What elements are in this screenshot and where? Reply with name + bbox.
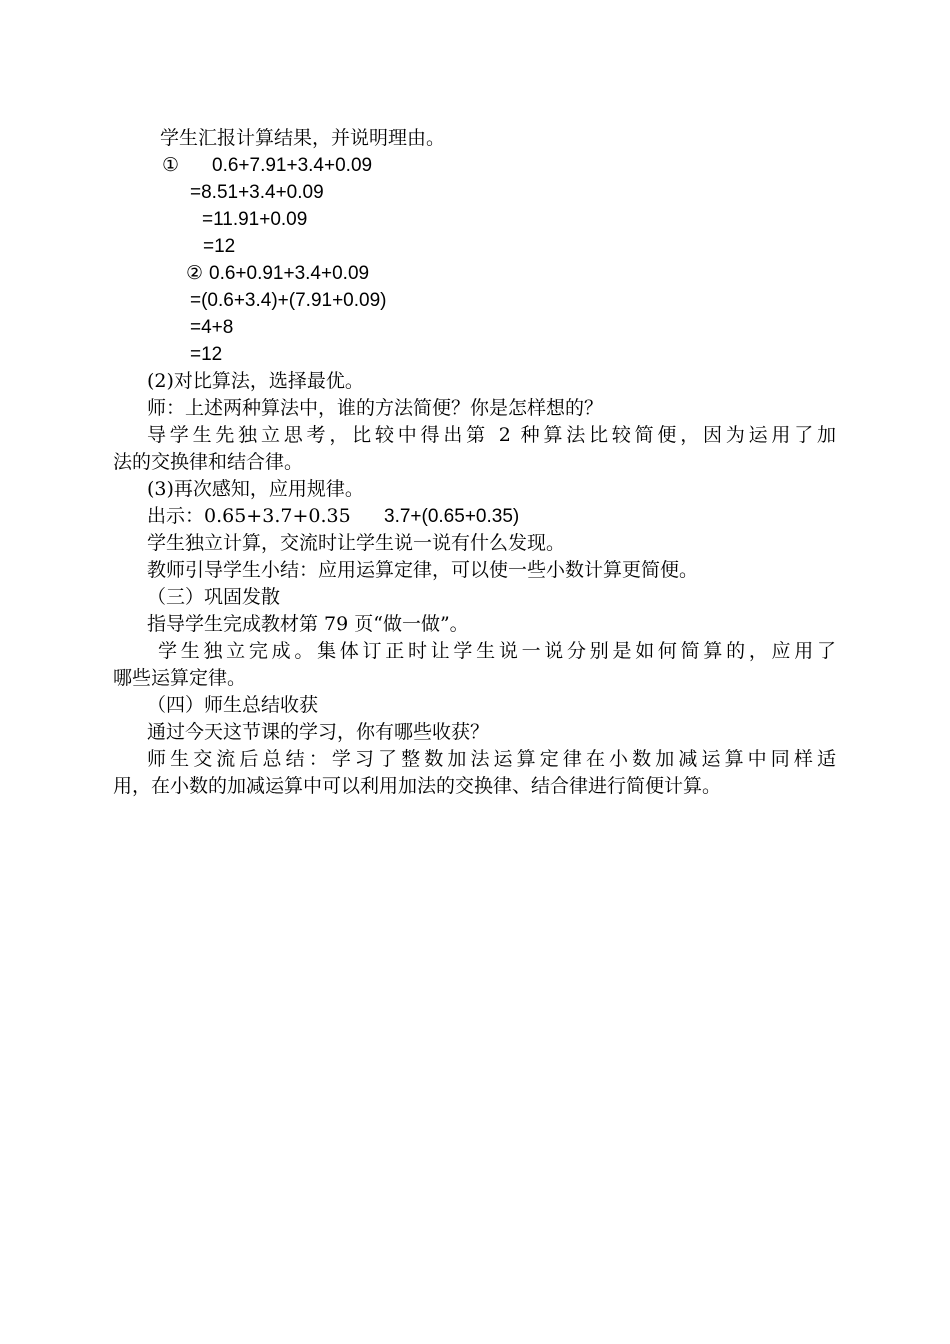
final-summary-line-1: 师生交流后总结：学习了整数加法运算定律在小数加减运算中同样适: [147, 748, 836, 770]
harvest-question: 通过今天这节课的学习，你有哪些收获？: [147, 721, 490, 743]
calc-1-expression: 0.6+7.91+3.4+0.09: [212, 155, 373, 176]
textbook-task-line: 指导学生完成教材第 79 页“做一做”。: [147, 613, 469, 635]
section-4-heading: （四）师生总结收获: [147, 694, 319, 716]
section-3-heading: （三）巩固发散: [147, 586, 281, 608]
calc-2-result: =12: [190, 344, 223, 365]
calc-2-step-1: =(0.6+3.4)+(7.91+0.09): [190, 290, 387, 311]
report-intro-line: 学生汇报计算结果，并说明理由。: [160, 127, 446, 149]
teacher-summary-line: 教师引导学生小结：应用运算定律，可以使一些小数计算更简便。: [147, 559, 699, 581]
teacher-question: 师：上述两种算法中，谁的方法简便？你是怎样想的？: [147, 397, 604, 419]
step-3-heading: (3)再次感知，应用规律。: [147, 478, 364, 500]
step-2-heading: (2)对比算法，选择最优。: [147, 370, 364, 392]
guide-paragraph-line-1: 导学生先独立思考，比较中得出第 2 种算法比较简便，因为运用了加: [147, 424, 836, 446]
student-calc-line: 学生独立计算，交流时让学生说一说有什么发现。: [147, 532, 566, 554]
calc-1-result: =12: [203, 236, 236, 257]
circled-number-2: ②: [186, 263, 204, 284]
show-expression-2: 3.7+(0.65+0.35): [384, 506, 520, 527]
final-summary-line-2: 用，在小数的加减运算中可以利用加法的交换律、结合律进行简便计算。: [113, 775, 722, 797]
student-complete-line-2: 哪些运算定律。: [113, 667, 247, 689]
show-expression-1: 出示：0.65+3.7+0.35: [147, 505, 351, 527]
calc-1-step-2: =11.91+0.09: [202, 209, 308, 230]
circled-number-1: ①: [162, 155, 180, 176]
calc-1-step-1: =8.51+3.4+0.09: [190, 182, 324, 203]
guide-paragraph-line-2: 法的交换律和结合律。: [113, 451, 304, 473]
calc-2-step-2: =4+8: [190, 317, 234, 338]
calc-2-expression: 0.6+0.91+3.4+0.09: [209, 263, 370, 284]
student-complete-line-1: 学生独立完成。集体订正时让学生说一说分别是如何简算的，应用了: [158, 640, 836, 662]
